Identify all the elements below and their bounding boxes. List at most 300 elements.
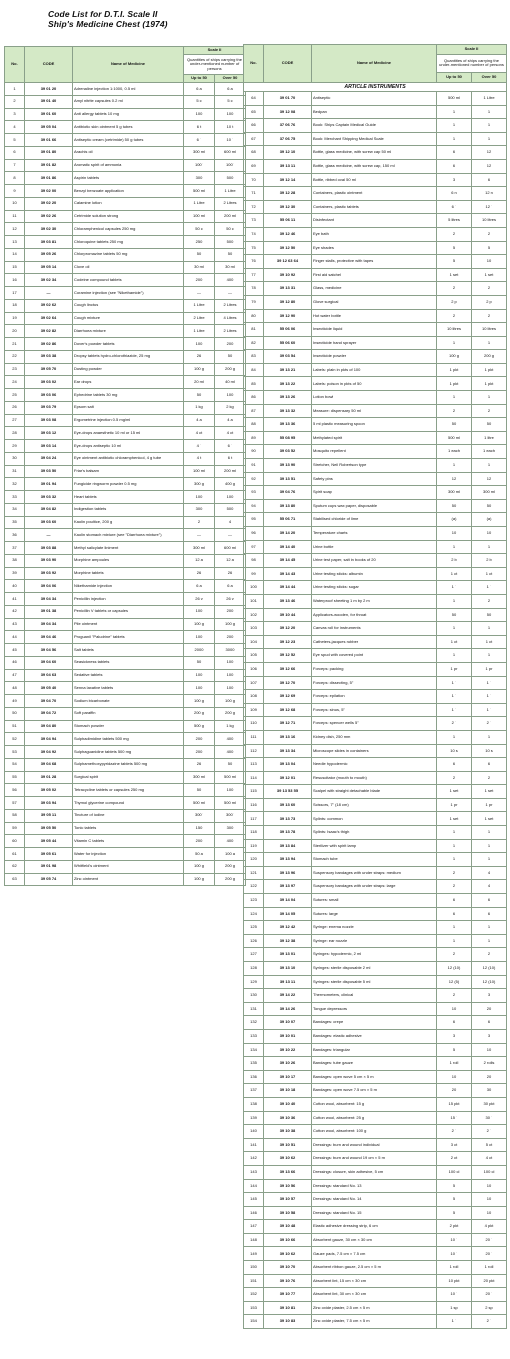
qty-over-50: 2 ˙ [472, 1125, 507, 1139]
item-name: Syringes: sterile disposable 5 ml [312, 975, 437, 989]
item-code: 39 12 38 [264, 934, 312, 948]
row-number: 112 [244, 744, 264, 758]
row-number: 119 [244, 839, 264, 853]
item-name: Ephedrine tablets 30 mg [73, 389, 184, 402]
item-code: 39 13 21 [264, 363, 312, 377]
table-row [244, 1301, 507, 1315]
qty-over-50: 6 a [215, 580, 246, 593]
col-header-no: No. [244, 45, 264, 83]
qty-up-to-50: 300 g [184, 478, 215, 491]
qty-over-50: 12 (10) [472, 975, 507, 989]
qty-over-50: 400 [215, 835, 246, 848]
row-number: 94 [244, 499, 264, 513]
item-code: 39 04 76 [264, 486, 312, 500]
table-row [5, 389, 246, 402]
item-code: 39 05 11 [25, 809, 73, 822]
item-name: Eye spud with covered point [312, 649, 437, 663]
item-code: 39 10 22 [264, 1043, 312, 1057]
row-number: 140 [244, 1125, 264, 1139]
row-number: 85 [244, 377, 264, 391]
item-name: Amyl nitrite capsules 0.2 ml [73, 95, 184, 108]
table-row [244, 459, 507, 473]
qty-up-to-50: 26 [184, 567, 215, 580]
table-row [5, 210, 246, 223]
qty-up-to-50: 300 ml [184, 146, 215, 159]
row-number: 115 [244, 785, 264, 799]
qty-over-50: 3 [472, 989, 507, 1003]
item-code: 39 02 86 [25, 338, 73, 351]
item-name: Containers, plastic ointment [312, 187, 437, 201]
item-code: 39 13 90 [264, 459, 312, 473]
item-code: — [25, 529, 73, 542]
item-name: Canvas roll for instruments [312, 622, 437, 636]
item-code: 39 14 04 [264, 894, 312, 908]
row-number: 75 [244, 241, 264, 255]
row-number: 77 [244, 268, 264, 282]
table-row [244, 1288, 507, 1302]
item-code: 39 10 81 [264, 1301, 312, 1315]
item-name: Eye bath [312, 227, 437, 241]
table-row [5, 644, 246, 657]
row-number: 125 [244, 921, 264, 935]
row-number: 11 [5, 210, 25, 223]
qty-over-50: 1 [472, 105, 507, 119]
qty-over-50: 30 ˙ [472, 1111, 507, 1125]
item-name: Scissors, 7" (18 cm) [312, 798, 437, 812]
row-number: 6 [5, 146, 25, 159]
item-name: Labels: poison in pkts of 50 [312, 377, 437, 391]
item-code: 39 01 80 [25, 146, 73, 159]
qty-up-to-50: 2 [437, 282, 472, 296]
item-name: Splints: Isaac's thigh [312, 826, 437, 840]
qty-over-50: 20 [472, 1070, 507, 1084]
qty-over-50: 400 g [215, 478, 246, 491]
qty-over-50: 100 [215, 389, 246, 402]
item-code: 39 05 04 [25, 121, 73, 134]
table-row [244, 1315, 507, 1329]
item-name: Forceps: sinus, 5" [312, 703, 437, 717]
item-code: 39 12 01 [264, 771, 312, 785]
table-row [244, 1029, 507, 1043]
table-row [244, 554, 507, 568]
item-name: Needle hypodermic [312, 758, 437, 772]
row-number: 100 [244, 581, 264, 595]
item-name: Zinc ointment [73, 873, 184, 886]
item-code: 39 13 66 [264, 1165, 312, 1179]
table-row [244, 649, 507, 663]
item-name: Cotton wool, absorbent: 15 g [312, 1097, 437, 1111]
table-row [244, 758, 507, 772]
table-row [5, 542, 246, 555]
qty-up-to-50: 100 g [184, 873, 215, 886]
item-name: Containers, plastic tablets [312, 200, 437, 214]
qty-over-50: 200 [215, 631, 246, 644]
table-row [5, 618, 246, 631]
item-code: 39 02 64 [25, 312, 73, 325]
qty-up-to-50: 100 [184, 108, 215, 121]
table-row [244, 989, 507, 1003]
qty-up-to-50: 300 ml [437, 486, 472, 500]
row-number: 42 [5, 605, 25, 618]
table-row [244, 255, 507, 269]
qty-up-to-50: 1 Litre [184, 299, 215, 312]
item-code: 39 10 58 [264, 1206, 312, 1220]
table-row [244, 826, 507, 840]
qty-over-50: 1 each [472, 445, 507, 459]
row-number: 130 [244, 989, 264, 1003]
table-row [5, 350, 246, 363]
item-name: Bandages: crepe [312, 1016, 437, 1030]
row-number: 37 [5, 542, 25, 555]
medicine-table-body [5, 83, 246, 886]
row-number: 127 [244, 948, 264, 962]
item-code: 39 03 88 [25, 542, 73, 555]
item-name: Benzyl benzoate application [73, 185, 184, 198]
table-row [5, 503, 246, 516]
item-name: Bedpan [312, 105, 437, 119]
qty-up-to-50: 200 [184, 835, 215, 848]
qty-up-to-50: 50 [184, 389, 215, 402]
qty-over-50: 500 ml [215, 771, 246, 784]
row-number: 154 [244, 1315, 264, 1329]
item-code: 39 12 70 [264, 676, 312, 690]
table-row [244, 1125, 507, 1139]
table-row [244, 676, 507, 690]
qty-up-to-50: 15 pkt [437, 1097, 472, 1111]
table-row [244, 662, 507, 676]
row-number: 2 [5, 95, 25, 108]
qty-over-50: 1 [472, 540, 507, 554]
qty-up-to-50: 2 [437, 227, 472, 241]
table-row [244, 363, 507, 377]
table-row [244, 499, 507, 513]
qty-up-to-50: 12 a [184, 554, 215, 567]
qty-up-to-50: 1 [437, 391, 472, 405]
table-row [5, 733, 246, 746]
qty-over-50: 1 [472, 132, 507, 146]
item-code: 39 02 30 [25, 223, 73, 236]
row-number: 14 [5, 248, 25, 261]
qty-up-to-50: 500 ml [184, 797, 215, 810]
qty-over-50: 50 c [215, 223, 246, 236]
qty-over-50: 20 [472, 1002, 507, 1016]
item-code: 39 03 02 [25, 376, 73, 389]
qty-up-to-50: 1 ˙ [437, 1315, 472, 1329]
qty-over-50: 400 [215, 274, 246, 287]
item-name: Calamine lotion [73, 197, 184, 210]
item-name: Vitamin C tablets [73, 835, 184, 848]
table-row [244, 839, 507, 853]
row-number: 47 [5, 669, 25, 682]
row-number: 109 [244, 703, 264, 717]
qty-over-50: 6 [472, 894, 507, 908]
item-code: 39 01 98 [25, 860, 73, 873]
item-name: Tonic tablets [73, 822, 184, 835]
item-name: Dressings: burn and wound 19 cm × 5 m [312, 1152, 437, 1166]
qty-over-50: 30 ml [215, 261, 246, 274]
qty-over-50: 4 [215, 516, 246, 529]
qty-up-to-50: 26 v [184, 593, 215, 606]
row-number: 22 [5, 350, 25, 363]
qty-up-to-50: 6 n [437, 187, 472, 201]
qty-over-50: 600 ml [215, 542, 246, 555]
table-row [244, 377, 507, 391]
table-row [244, 948, 507, 962]
item-code: 39 12 90 [264, 309, 312, 323]
table-row [5, 758, 246, 771]
table-row [5, 134, 246, 147]
table-row [5, 465, 246, 478]
qty-up-to-50: 26 [184, 758, 215, 771]
table-row [5, 529, 246, 542]
item-code: 39 12 08 [264, 105, 312, 119]
qty-up-to-50: 1 each [437, 445, 472, 459]
item-code: 37 06 76 [264, 119, 312, 133]
qty-up-to-50: — [184, 287, 215, 300]
qty-up-to-50: 1 Litre [184, 197, 215, 210]
item-code: 39 12 68 [264, 703, 312, 717]
qty-up-to-50: 1 ˙ [437, 690, 472, 704]
item-name: Sulphamethoxypyridazine tablets 500 mg [73, 758, 184, 771]
qty-over-50: 2 rolls [472, 1057, 507, 1071]
table-row [5, 771, 246, 784]
qty-up-to-50: 6 t [184, 121, 215, 134]
item-name: Aspirin tablets [73, 172, 184, 185]
row-number: 56 [5, 784, 25, 797]
item-code: 39 04 92 [25, 746, 73, 759]
table-row [5, 554, 246, 567]
item-name: Tetracycline tablets or capsules 250 mg [73, 784, 184, 797]
table-row [5, 631, 246, 644]
qty-up-to-50: 2 [437, 948, 472, 962]
item-name: Penicillin V tablets or capsules [73, 605, 184, 618]
qty-over-50: 20 ˙ [472, 1233, 507, 1247]
row-number: 32 [5, 478, 25, 491]
item-code: 39 05 14 [25, 261, 73, 274]
qty-up-to-50: 100 [184, 491, 215, 504]
row-number: 139 [244, 1111, 264, 1125]
row-number: 49 [5, 695, 25, 708]
item-name: Hot water bottle [312, 309, 437, 323]
item-code: 39 10 70 [264, 1261, 312, 1275]
item-code: 39 05 40 [25, 682, 73, 695]
item-code: 39 04 56 [25, 644, 73, 657]
item-code: 39 01 20 [25, 83, 73, 96]
item-name: Catheters-jacques rubber [312, 635, 437, 649]
qty-up-to-50: 150 [184, 822, 215, 835]
item-code: 39 03 06 [25, 389, 73, 402]
qty-over-50: 1 [472, 622, 507, 636]
qty-over-50: (a) [472, 513, 507, 527]
item-name: Absorbent lint, 15 cm × 30 cm [312, 1274, 437, 1288]
table-row [5, 478, 246, 491]
row-number: 103 [244, 622, 264, 636]
instruments-table-body [244, 83, 507, 1329]
col-header-quantities: Quantities of ships carrying the under-mentioned number of persons [184, 54, 246, 74]
qty-up-to-50: 1 [437, 921, 472, 935]
qty-over-50: 1 [472, 934, 507, 948]
row-number: 40 [5, 580, 25, 593]
item-code: 39 10 44 [264, 608, 312, 622]
table-row [5, 197, 246, 210]
col-header-quantities: Quantities of ships carrying the under-mentioned number of persons [437, 54, 507, 72]
qty-over-50: 1 set [472, 785, 507, 799]
qty-up-to-50: 1 [437, 839, 472, 853]
item-code: 39 10 62 [264, 1247, 312, 1261]
qty-up-to-50: 200 [184, 746, 215, 759]
qty-up-to-50: 2 b [437, 554, 472, 568]
row-number: 18 [5, 299, 25, 312]
item-code: 39 03 79 [25, 401, 73, 414]
row-number: 87 [244, 404, 264, 418]
qty-over-50: 1 ct [472, 635, 507, 649]
item-name: Forceps: spencer wells 5" [312, 717, 437, 731]
item-name: Bottle, ribbed oval 50 ml [312, 173, 437, 187]
table-row [5, 516, 246, 529]
item-name: Sutures: large [312, 907, 437, 921]
qty-over-50: 500 ml [215, 797, 246, 810]
table-row [244, 1097, 507, 1111]
table-row [244, 921, 507, 935]
qty-over-50: 1 [472, 459, 507, 473]
col-header-code: CODE [25, 47, 73, 83]
qty-up-to-50: 2 ct [437, 1152, 472, 1166]
row-number: 67 [244, 132, 264, 146]
table-row [5, 401, 246, 414]
row-number: 44 [5, 631, 25, 644]
item-name: Forceps: epilation [312, 690, 437, 704]
qty-up-to-50: 5 [437, 1043, 472, 1057]
table-row [244, 1016, 507, 1030]
table-row [5, 172, 246, 185]
row-number: 43 [5, 618, 25, 631]
table-row [5, 338, 246, 351]
col-header-name: Name of Medicine [73, 47, 184, 83]
qty-up-to-50: 1 ˙ [437, 703, 472, 717]
item-code: 39 10 92 [264, 268, 312, 282]
qty-up-to-50: 100˙ [184, 159, 215, 172]
qty-over-50: — [215, 529, 246, 542]
qty-up-to-50: 50 [437, 608, 472, 622]
qty-over-50: 12 (10) [472, 962, 507, 976]
item-name: Urine bottle [312, 540, 437, 554]
table-row [244, 350, 507, 364]
item-name: Elastic adhesive dressing strip, 6 cm [312, 1220, 437, 1234]
qty-over-50: 200 g [215, 707, 246, 720]
table-row [244, 812, 507, 826]
row-number: 21 [5, 338, 25, 351]
item-code: 39 14 44 [264, 581, 312, 595]
qty-up-to-50: 500 g [184, 720, 215, 733]
item-name: Suspensory bandages with under straps: large [312, 880, 437, 894]
item-name: Microscope slides in containers [312, 744, 437, 758]
table-row [244, 404, 507, 418]
row-number: 58 [5, 809, 25, 822]
qty-up-to-50: 500 ml [437, 92, 472, 106]
row-number: 50 [5, 707, 25, 720]
row-number: 91 [244, 459, 264, 473]
qty-over-50: 1 Litre [472, 92, 507, 106]
item-code: 39 13 11 [264, 975, 312, 989]
item-code: 39 10 51 [264, 1138, 312, 1152]
table-row [5, 860, 246, 873]
table-row [5, 325, 246, 338]
item-name: Sulphaguanidine tablets 500 mg [73, 746, 184, 759]
qty-over-50: 10 t [215, 121, 246, 134]
table-row [244, 268, 507, 282]
qty-over-50: 50 [215, 758, 246, 771]
item-name: Splints: common [312, 812, 437, 826]
table-row [5, 822, 246, 835]
item-code: 55 06 60 [264, 336, 312, 350]
item-name: 5 ml plastic measuring spoon [312, 418, 437, 432]
item-name: Heart tablets [73, 491, 184, 504]
row-number: 99 [244, 567, 264, 581]
qty-over-50: 1 ˙ [472, 581, 507, 595]
qty-over-50: 1 [472, 336, 507, 350]
item-name: Urine testing sticks: albumin [312, 567, 437, 581]
qty-over-50: 500 [215, 172, 246, 185]
table-row [244, 1179, 507, 1193]
table-row [244, 527, 507, 541]
item-name: Pile ointment [73, 618, 184, 631]
item-name: Aromatic spirit of ammonia [73, 159, 184, 172]
table-row [5, 159, 246, 172]
item-code: 39 10 76 [264, 1274, 312, 1288]
item-code: 39 04 24 [25, 452, 73, 465]
qty-up-to-50: 6 ˙ [184, 134, 215, 147]
item-code: 39 03 12 [25, 427, 73, 440]
table-row [5, 797, 246, 810]
item-code: 39 13 80 [264, 499, 312, 513]
col-header-code: CODE [264, 45, 312, 83]
qty-up-to-50: 100 [184, 605, 215, 618]
table-row [244, 200, 507, 214]
qty-up-to-50: 1 ct [437, 635, 472, 649]
qty-up-to-50: 200 [184, 274, 215, 287]
table-row [244, 187, 507, 201]
item-name: Methylated spirit [312, 431, 437, 445]
qty-up-to-50: 2000 [184, 644, 215, 657]
qty-up-to-50: — [184, 529, 215, 542]
qty-up-to-50: 2 p [437, 295, 472, 309]
item-code: 39 12 20 [264, 622, 312, 636]
row-number: 117 [244, 812, 264, 826]
item-code: 39 04 72 [25, 707, 73, 720]
row-number: 142 [244, 1152, 264, 1166]
qty-up-to-50: 1 ˙ [437, 676, 472, 690]
qty-up-to-50: 1 [437, 540, 472, 554]
item-code: 39 04 80 [25, 720, 73, 733]
item-name: Safety pins [312, 472, 437, 486]
qty-over-50: 1 pkt [472, 363, 507, 377]
qty-over-50: 600 ml [215, 146, 246, 159]
table-row [244, 241, 507, 255]
qty-up-to-50: 4 ct [184, 427, 215, 440]
item-code: 39 04 82 [25, 503, 73, 516]
qty-over-50: 1 ˙ [472, 703, 507, 717]
table-row [244, 690, 507, 704]
row-number: 141 [244, 1138, 264, 1152]
item-name: Eye-drops anaesthetic 10 ml or 15 ml [73, 427, 184, 440]
qty-over-50: 4 ct [215, 427, 246, 440]
qty-up-to-50: 6 ˙ [437, 200, 472, 214]
table-row [244, 486, 507, 500]
qty-up-to-50: 2 Litre [184, 312, 215, 325]
item-name: Finger stalls, protective with tapes [312, 255, 437, 269]
item-name: Chloramphenicol capsules 250 mg [73, 223, 184, 236]
row-number: 153 [244, 1301, 264, 1315]
